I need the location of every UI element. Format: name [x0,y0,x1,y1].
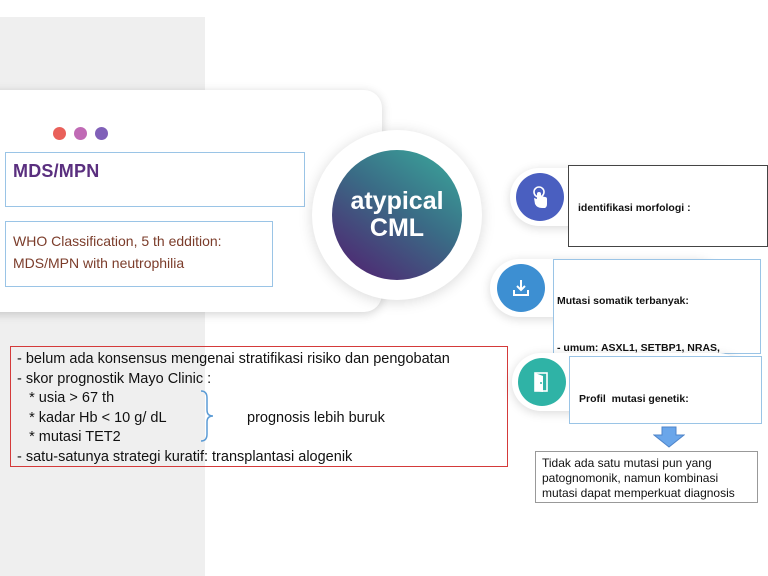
morphology-icon-circle [516,173,564,221]
conclusion-line: mutasi dapat memperkuat diagnosis [542,486,735,500]
center-circle [332,150,462,280]
center-line-2: CML [369,214,425,242]
prognosis-label: prognosis lebih buruk [247,410,385,426]
subtitle-line-2: MDS/MPN with neutrophilia [13,255,185,271]
purple-dot [95,127,108,140]
center-line-1: atypical [350,187,444,215]
morphology-line: identifikasi morfologi : [578,202,691,214]
somatic-line: Mutasi somatik terbanyak: [557,295,689,307]
genetic-box [569,356,762,424]
conclusion-line: patognomonik, namun kombinasi [542,471,719,485]
notes-line: * kadar Hb < 10 g/ dL [17,409,167,426]
door-icon [532,371,552,393]
genetic-icon-circle [518,358,566,406]
morphology-line [578,245,767,248]
red-dot [53,127,66,140]
title-box [5,152,305,207]
notes-line: - satu-satunya strategi kuratif: transplantasi alogenik [17,448,353,465]
card-title: MDS/MPN [13,161,100,181]
touch-icon [529,185,551,209]
curly-brace-icon [200,390,214,442]
somatic-line: - umum: ASXL1, SETBP1, NRAS, [557,341,720,354]
notes-line: * mutasi TET2 [17,429,121,445]
notes-line: - skor prognostik Mayo Clinic : [17,370,212,387]
genetic-line: Profil mutasi genetik: [579,393,689,405]
conclusion-line: Tidak ada satu mutasi pun yang [542,456,712,470]
subtitle-line-1: WHO Classification, 5 th eddition: [13,233,222,249]
download-icon [510,277,532,299]
notes-line: * usia > 67 th [17,390,115,406]
notes-box [10,346,508,467]
pink-dot [74,127,87,140]
morphology-box [568,165,768,247]
notes-line: - belum ada konsensus mengenai stratifikasi risiko dan pengobatan [17,351,450,367]
conclusion-box [535,451,758,503]
somatic-icon-circle [497,264,545,312]
down-arrow-icon [653,426,685,448]
somatic-box [553,259,761,354]
subtitle-box [5,221,273,287]
